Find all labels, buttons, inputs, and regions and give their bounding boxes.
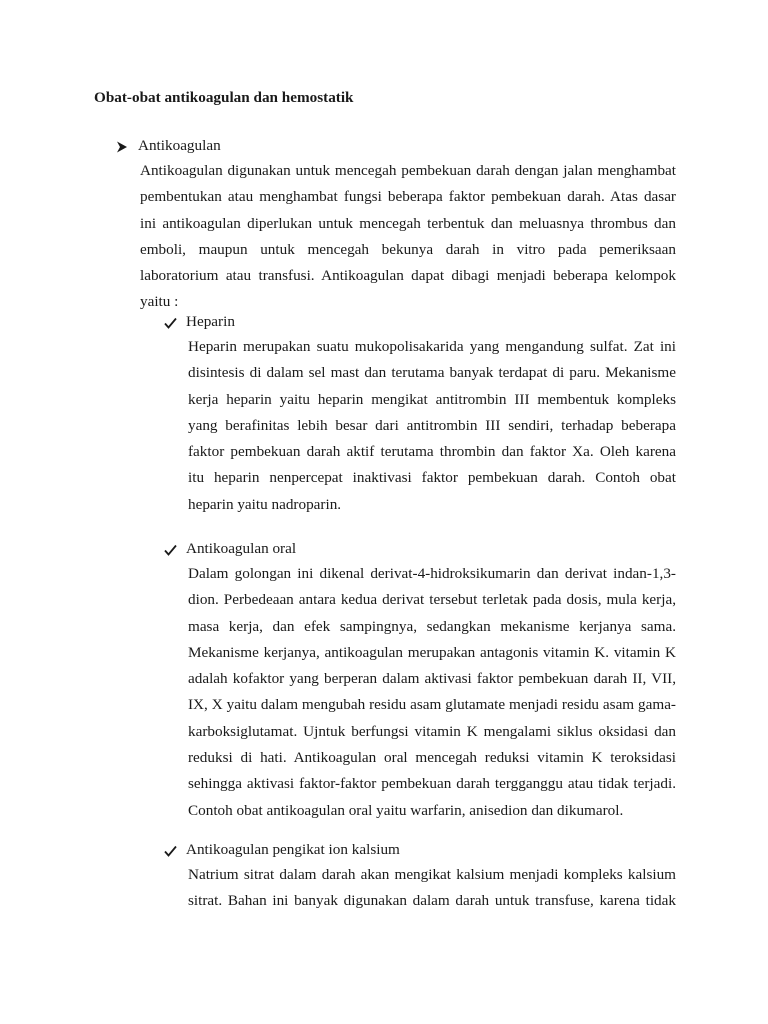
paragraph-line: kerja heparin yaitu heparin mengikat antitrombin III membentuk kompleks [188,390,676,408]
paragraph-line: Dalam golongan ini dikenal derivat-4-hidroksikumarin dan derivat indan-1,3- [188,565,676,582]
paragraph-line: adalah kofaktor yang berperan dalam aktivasi faktor pembekuan darah II, VII, [188,670,676,688]
document-title: Obat-obat antikoagulan dan hemostatik [94,89,354,106]
paragraph-line: laboratorium atau transfusi. Antikoagulan dapat dibagi menjadi beberapa kelompok [140,267,676,285]
paragraph-line: ini antikoagulan diperlukan untuk mencegah terbentuk dan meluasnya thrombus dan [140,214,676,232]
paragraph-line: karboksiglutamat. Ujntuk berfungsi vitamin K mengalami siklus oksidasi dan [188,722,676,740]
paragraph-line: reduksi di hati. Antikoagulan oral mencegah reduksi vitamin K teroksidasi [188,749,676,767]
item-heading: Antikoagulan pengikat ion kalsium [186,841,400,858]
paragraph-line: pembentukan atau menghambat fungsi beberapa faktor pembekuan darah. Atas dasar [140,188,676,206]
checkmark-icon [164,539,186,559]
item-heading: Heparin [186,313,235,330]
item-heading: Antikoagulan oral [186,540,297,557]
paragraph-line: Mekanisme kerjanya, antikoagulan merupakan antagonis vitamin K. vitamin K [188,643,676,661]
section-intro-paragraph [140,158,676,316]
paragraph-line: Contoh obat antikoagulan oral yaitu warfarin, anisedion dan dikumarol. [188,801,624,819]
paragraph-line: heparin yaitu nadroparin. [188,495,342,513]
paragraph-line: Antikoagulan digunakan untuk mencegah pembekuan darah dengan jalan menghambat [140,162,676,179]
paragraph-line: yang berafinitas lebih besar dari antitrombin III sendiri, terhadap beberapa [188,416,676,434]
paragraph-line: IX, X yaitu dalam mengubah residu asam glutamate menjadi residu asam gama- [188,696,676,714]
paragraph-line: sehingga aktivasi faktor-faktor pembekuan darah tergganggu atau tidak terjadi. [188,775,676,793]
item-paragraph-heparin [188,334,676,518]
section-heading: Antikoagulan [138,137,221,154]
item-heading-row-heparin [164,312,235,332]
checkmark-icon [164,840,186,860]
paragraph-line: itu heparin nenpercepat inaktivasi faktor pembekuan darah. Contoh obat [188,469,676,487]
paragraph-line: masa kerja, dan efek sampingnya, sedangkan mekanisme kerjanya sama. [188,617,676,635]
paragraph-line: emboli, maupun untuk mencegah bekunya darah in vitro pada pemeriksaan [140,240,676,258]
paragraph-line: faktor pembekuan darah aktif terutama thrombin dan faktor Xa. Oleh karena [188,443,676,461]
checkmark-icon [164,312,186,332]
paragraph-line: disintesis di dalam sel mast dan terutama banyak terdapat di paru. Mekanisme [188,364,676,382]
arrowhead-bullet-icon [116,136,138,156]
paragraph-line: Heparin merupakan suatu mukopolisakarida yang mengandung sulfat. Zat ini [188,338,676,355]
paragraph-line: Natrium sitrat dalam darah akan mengikat kalsium menjadi kompleks kalsium [188,866,676,883]
section-heading-row [116,136,221,156]
item-paragraph-kalsium [188,862,676,915]
item-heading-row-oral [164,539,296,559]
paragraph-line: sitrat. Bahan ini banyak digunakan dalam darah untuk transfuse, karena tidak [188,892,676,910]
paragraph-line: dion. Perbedeaan antara kedua derivat tersebut terletak pada dosis, mula kerja, [188,591,676,609]
paragraph-line: yaitu : [140,293,179,311]
item-paragraph-oral [188,561,676,824]
item-heading-row-kalsium [164,840,400,860]
